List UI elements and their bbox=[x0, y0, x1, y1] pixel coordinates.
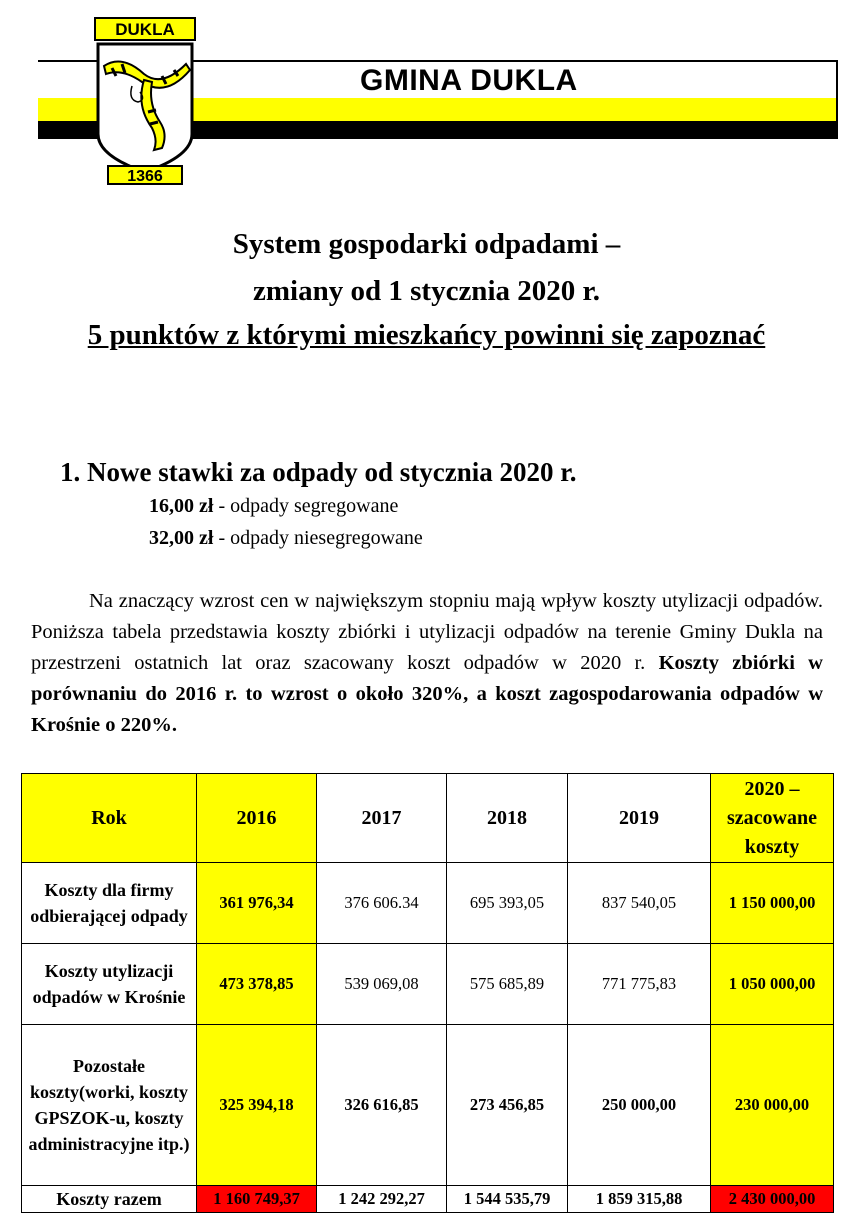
table-cell: 1 050 000,00 bbox=[711, 944, 834, 1025]
header-cell-2016: 2016 bbox=[197, 774, 317, 863]
table-total-row bbox=[22, 1186, 834, 1213]
rate-amount: 16,00 zł bbox=[149, 495, 214, 517]
rate-unsegregated bbox=[149, 527, 423, 550]
table-cell: 1 859 315,88 bbox=[568, 1186, 711, 1213]
table-row bbox=[22, 1025, 834, 1186]
crest-name-text: DUKLA bbox=[115, 20, 175, 39]
table-header-row bbox=[22, 774, 834, 863]
crest-year-text: 1366 bbox=[127, 168, 163, 185]
table-cell: 1 150 000,00 bbox=[711, 863, 834, 944]
rate-description: - odpady niesegregowane bbox=[213, 527, 423, 549]
section-1-heading: 1. Nowe stawki za odpady od stycznia 2020 r. bbox=[60, 457, 577, 487]
table-cell: 273 456,85 bbox=[447, 1025, 568, 1186]
row-label: Koszty utylizacji odpadów w Krośnie bbox=[22, 944, 197, 1025]
table-cell: 575 685,89 bbox=[447, 944, 568, 1025]
table-cell: 230 000,00 bbox=[711, 1025, 834, 1186]
dukla-crest-icon bbox=[92, 16, 198, 188]
table-cell: 771 775,83 bbox=[568, 944, 711, 1025]
table-row bbox=[22, 944, 834, 1025]
rate-amount: 32,00 zł bbox=[149, 527, 214, 549]
row-label: Koszty razem bbox=[22, 1186, 197, 1213]
document-header bbox=[0, 0, 853, 195]
header-cell-2020: 2020 – szacowane koszty bbox=[711, 774, 834, 863]
table-cell: 473 378,85 bbox=[197, 944, 317, 1025]
rate-segregated bbox=[149, 495, 398, 518]
row-label: Koszty dla firmy odbierającej odpady bbox=[22, 863, 197, 944]
table-cell: 325 394,18 bbox=[197, 1025, 317, 1186]
table-cell: 1 242 292,27 bbox=[317, 1186, 447, 1213]
header-cell-2019: 2019 bbox=[568, 774, 711, 863]
header-cell-2017: 2017 bbox=[317, 774, 447, 863]
table-cell: 695 393,05 bbox=[447, 863, 568, 944]
table-cell: 2 430 000,00 bbox=[711, 1186, 834, 1213]
header-cell-2018: 2018 bbox=[447, 774, 568, 863]
paragraph-text: Na znaczący wzrost cen w największym stopniu mają wpływ koszty utylizacji odpadów. Poniższa tabela przedstawia koszty zbiórki i utylizacji odpadów na terenie Gminy Dukla na przestrzeni ostatnich lat oraz szacowany koszt odpadów w 2020 r. bbox=[31, 590, 823, 674]
row-label: Pozostałe koszty(worki, koszty GPSZOK-u, koszty administracyjne itp.) bbox=[22, 1025, 197, 1186]
table-row bbox=[22, 863, 834, 944]
table-cell: 539 069,08 bbox=[317, 944, 447, 1025]
table-cell: 1 160 749,37 bbox=[197, 1186, 317, 1213]
table-cell: 1 544 535,79 bbox=[447, 1186, 568, 1213]
table-cell: 376 606.34 bbox=[317, 863, 447, 944]
document-title-line-3: 5 punktów z którymi mieszkańcy powinni się zapoznać bbox=[87, 319, 766, 351]
header-title: GMINA DUKLA bbox=[360, 64, 578, 97]
header-cell-year: Rok bbox=[22, 774, 197, 863]
table-cell: 250 000,00 bbox=[568, 1025, 711, 1186]
cost-explanation-paragraph bbox=[31, 586, 823, 741]
document-title-line-2: zmiany od 1 stycznia 2020 r. bbox=[253, 275, 600, 307]
table-cell: 837 540,05 bbox=[568, 863, 711, 944]
table-cell: 326 616,85 bbox=[317, 1025, 447, 1186]
table-cell: 361 976,34 bbox=[197, 863, 317, 944]
costs-table bbox=[21, 773, 834, 1213]
paragraph-bold-text: Koszty zbiórki w porównaniu do 2016 r. to wzrost o około 320%, a koszt zagospodarowania odpadów w Krośnie o 220%. bbox=[31, 652, 823, 736]
rate-description: - odpady segregowane bbox=[213, 495, 399, 517]
document-title-line-1: System gospodarki odpadami – bbox=[232, 228, 621, 260]
